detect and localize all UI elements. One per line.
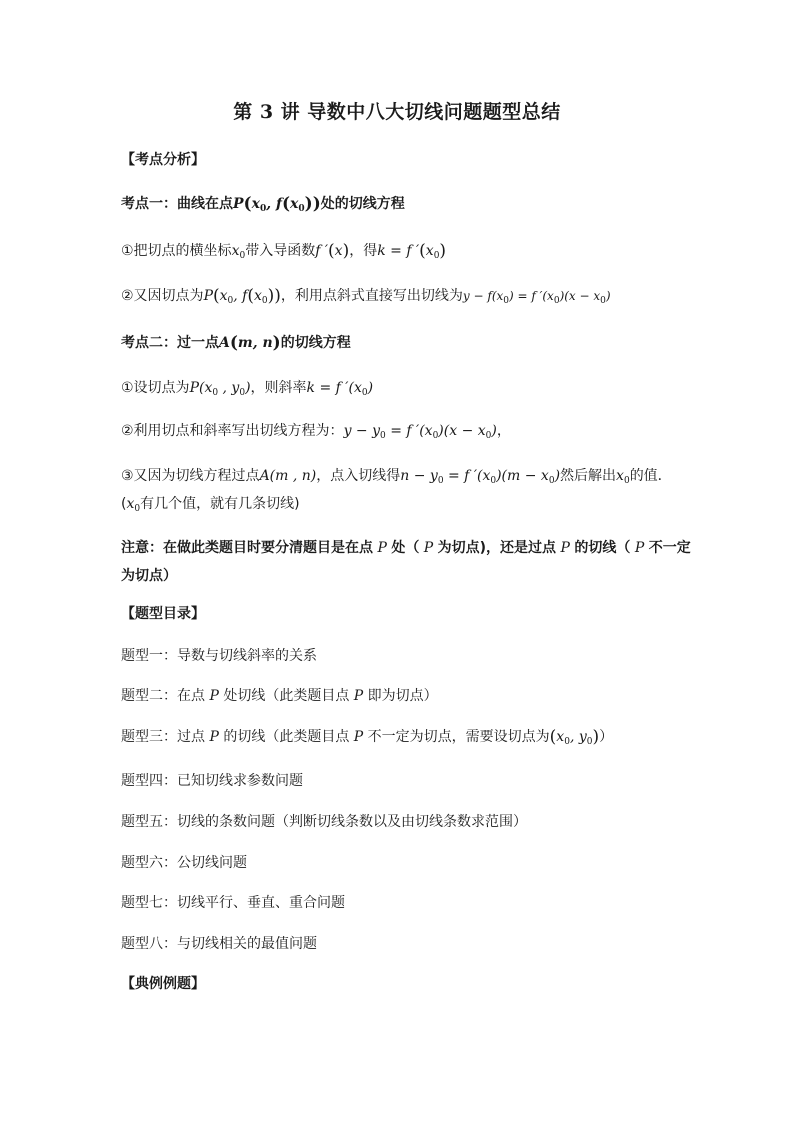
note-label: 注意：: [121, 540, 163, 556]
formula-x0-solve: $x_0$: [616, 468, 630, 486]
type-4: 题型四：已知切线求参数问题: [121, 773, 303, 789]
type-3: [121, 727, 613, 747]
type-3-point: ($x_0$, $y_0$): [549, 727, 600, 747]
type-1: 题型一：导数与切线斜率的关系: [121, 648, 317, 664]
type-3-p2: P: [349, 729, 368, 745]
note-text-e: 不一定为切点）: [121, 540, 691, 584]
kp2-step1-text-a: ①设切点为: [121, 380, 190, 396]
type-3-text-d: ）: [599, 729, 614, 745]
kp2-step1: [121, 378, 373, 398]
note-p3: P: [556, 540, 575, 556]
formula-k-eq: k = f $'(x_0)$: [377, 241, 447, 261]
type-7: 题型七：切线平行、垂直、重合问题: [121, 895, 345, 911]
type-3-text-b: 的切线（此类题目点: [223, 729, 350, 745]
section-heading-examples: 【典例例题】: [121, 976, 205, 992]
type-5: 题型五：切线的条数问题（判断切线条数以及由切线条数求范围）: [121, 814, 527, 830]
section-heading-catalog: 【题型目录】: [121, 606, 205, 622]
kp1-step1-text-b: 带入导函数: [245, 243, 316, 259]
formula-line-eq: $y - y_0 = f$ $'(x_0)(x - x_0)$: [343, 423, 497, 441]
type-3-p1: P: [205, 729, 224, 745]
note-p2: P: [419, 540, 438, 556]
kp1-heading: [121, 194, 405, 214]
formula-point-a: A(m, n): [219, 333, 281, 353]
kp2-step3: [121, 462, 681, 518]
type-8: 题型八：与切线相关的最值问题: [121, 936, 317, 952]
type-2-text-a: 题型二：在点: [121, 688, 205, 704]
note-p1: P: [373, 540, 392, 556]
type-3-text-a: 题型三：过点: [121, 729, 205, 745]
kp2-step3-text-d: 的值．(: [121, 468, 672, 512]
type-3-text-c: 不一定为切点，需要设切点为: [367, 729, 550, 745]
kp2-step3-text-c: 然后解出: [560, 468, 617, 484]
type-2-text-b: 处切线（此类题目点: [223, 688, 350, 704]
kp1-label: 考点一：曲线在点: [121, 196, 233, 212]
formula-x0: $x_0$: [231, 243, 246, 261]
formula-x0-count: $x_0$: [126, 496, 141, 514]
type-2-text-c: 即为切点）: [367, 688, 438, 704]
note-text-c: 为切点)，还是过点: [437, 540, 557, 556]
kp2-step2-text-a: ②利用切点和斜率写出切线方程为：: [121, 423, 344, 439]
formula-a-mn: A(m , n): [259, 468, 317, 484]
page-title: 第 3 讲 导数中八大切线问题题型总结: [233, 101, 561, 123]
formula-tangent-point: $P(x_0$ , $y_0$): [189, 380, 251, 398]
kp1-step1: [121, 241, 446, 261]
kp1-step2-text-b: ，利用点斜式直接写出切线为: [280, 288, 463, 304]
note-paragraph: [121, 534, 691, 590]
section-heading-analysis: 【考点分析】: [121, 152, 205, 168]
note-text-b: 处（: [391, 540, 420, 556]
kp1-step2-text-a: ②又因切点为: [121, 288, 204, 304]
formula-slope: k = f $'(x_0)$: [306, 380, 374, 398]
kp2-step3-text-a: ③又因为切线方程过点: [121, 468, 260, 484]
kp1-step1-text-c: ，得: [349, 243, 378, 259]
kp1-suffix: 处的切线方程: [320, 196, 405, 212]
kp2-step3-text-b: ，点入切线得: [316, 468, 401, 484]
kp2-suffix: 的切线方程: [280, 335, 351, 351]
type-6: 题型六：公切线问题: [121, 855, 247, 871]
kp2-step1-text-b: ，则斜率: [250, 380, 307, 396]
formula-point-p: $P(x_0$, $f(x_0)$): [203, 286, 281, 306]
kp1-point-formula: $P(x_0$, $f(x_0)$): [233, 194, 321, 214]
type-2-p2: P: [349, 688, 368, 704]
formula-tangent-line: $y - f(x_0) = f$ $'(x_0)(x - x_0)$: [462, 289, 611, 306]
formula-fprime-x: f ′(x): [315, 241, 350, 261]
type-2: [121, 686, 438, 706]
kp1-step2: [121, 286, 611, 306]
kp2-label: 考点二：过一点: [121, 335, 219, 351]
type-2-p1: P: [205, 688, 224, 704]
kp2-step3-text-e: 有几个值，就有几条切线): [140, 496, 300, 512]
kp2-step2-text-b: ，: [496, 423, 511, 439]
kp2-step2: [121, 421, 511, 441]
formula-substituted: $n - y_0 = f$ $'(x_0)(m - x_0)$: [400, 468, 561, 486]
kp1-step1-text-a: ①把切点的横坐标: [121, 243, 232, 259]
kp2-heading: [121, 333, 351, 353]
note-text-a: 在做此类题目时要分清题目是在点: [163, 540, 373, 556]
note-p4: P: [630, 540, 649, 556]
note-text-d: 的切线（: [574, 540, 631, 556]
